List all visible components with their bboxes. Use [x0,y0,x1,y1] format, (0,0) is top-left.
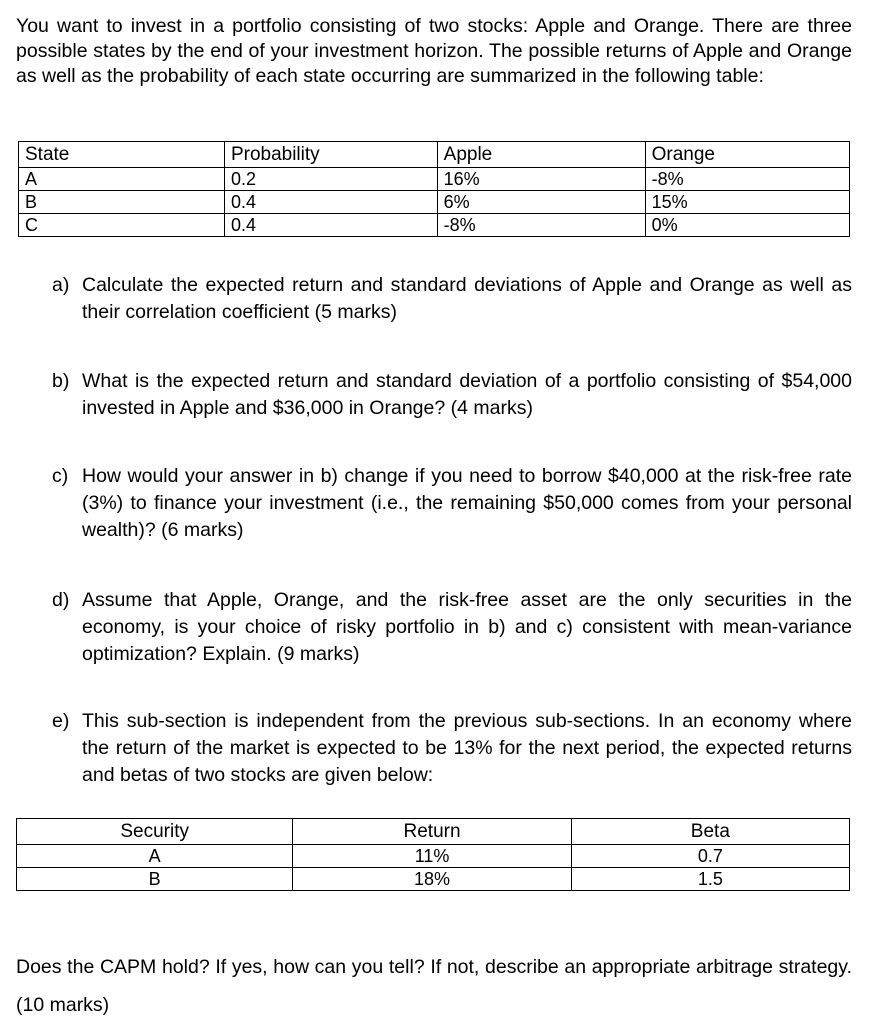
table-row [19,191,850,214]
cell-probability: 0.4 [224,191,437,214]
intro-paragraph: You want to invest in a portfolio consisting of two stocks: Apple and Orange. There are three possible states by the end of your investment horizon. The possible returns of Apple and Orange as well as the probability of each state occurring are summarized in the following table: [16,15,852,87]
table-row [17,845,850,868]
cell-orange: 15% [645,191,849,214]
header-apple: Apple [437,142,645,168]
cell-beta: 0.7 [571,845,849,868]
question-label: a) [52,274,70,296]
cell-state: A [19,168,225,191]
header-beta: Beta [571,819,849,845]
question-text: Calculate the expected return and standard deviations of Apple and Orange as well as their correlation coefficient (5 marks) [82,274,852,323]
header-state: State [19,142,225,168]
table-row [19,168,850,191]
cell-state: C [19,214,225,237]
question-label: c) [52,465,69,487]
question-text: Assume that Apple, Orange, and the risk-free asset are the only securities in the economy, is your choice of risky portfolio in b) and c) consistent with mean-variance optimization? Explain. (9 marks) [82,589,852,665]
cell-orange: 0% [645,214,849,237]
header-probability: Probability [224,142,437,168]
table-header-row [19,142,850,168]
question-label: e) [52,710,70,732]
question-b [52,368,852,422]
cell-probability: 0.4 [224,214,437,237]
question-text: How would your answer in b) change if you need to borrow $40,000 at the risk-free rate (3%) to finance your investment (i.e., the remaining $50,000 comes from your personal wealth)? (6 marks) [82,465,852,541]
cell-return: 11% [293,845,571,868]
question-d [52,587,852,668]
cell-return: 18% [293,868,571,891]
cell-apple: 16% [437,168,645,191]
cell-beta: 1.5 [571,868,849,891]
question-text: This sub-section is independent from the previous sub-sections. In an economy where the return of the market is expected to be 13% for the next period, the expected returns and betas of two stocks are given below: [82,710,852,786]
cell-apple: 6% [437,191,645,214]
header-security: Security [17,819,293,845]
cell-orange: -8% [645,168,849,191]
cell-apple: -8% [437,214,645,237]
cell-security: A [17,845,293,868]
header-orange: Orange [645,142,849,168]
closing-question: Does the CAPM hold? If yes, how can you tell? If not, describe an appropriate arbitrage strategy. (10 marks) [16,956,852,1016]
question-c [52,463,852,544]
cell-state: B [19,191,225,214]
question-label: d) [52,589,70,611]
question-text: What is the expected return and standard deviation of a portfolio consisting of $54,000 invested in Apple and $36,000 in Orange? (4 marks) [82,370,852,419]
cell-security: B [17,868,293,891]
question-a [52,272,852,326]
header-return: Return [293,819,571,845]
table-header-row [17,819,850,845]
question-label: b) [52,370,70,392]
table-row [17,868,850,891]
state-returns-table [18,141,850,237]
table-row [19,214,850,237]
cell-probability: 0.2 [224,168,437,191]
question-e [52,708,852,789]
security-beta-table [16,818,850,891]
